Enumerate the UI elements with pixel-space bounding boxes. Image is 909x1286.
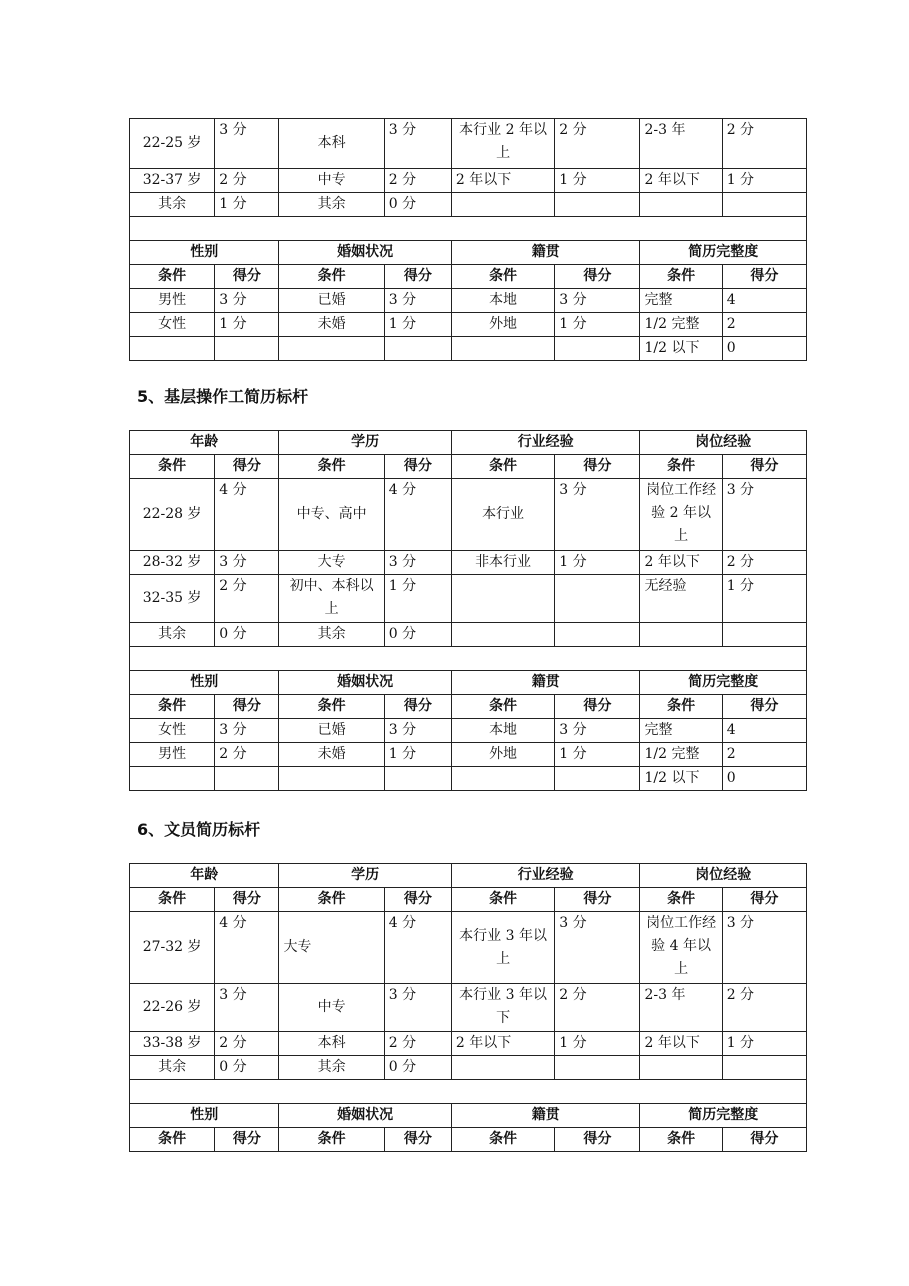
header-position-experience: 岗位经验	[640, 864, 807, 888]
table-row	[130, 1056, 807, 1080]
table-header-row	[130, 431, 807, 455]
cell	[279, 767, 384, 791]
cell: 本行业 3 年以下	[451, 984, 554, 1032]
table-row	[130, 1032, 807, 1056]
subheader-score: 得分	[384, 695, 451, 719]
cell: 1 分	[722, 169, 806, 193]
subheader-condition: 条件	[640, 1128, 722, 1152]
header-marital-status: 婚姻状况	[279, 241, 451, 265]
cell: 2 分	[722, 551, 806, 575]
header-position-experience: 岗位经验	[640, 431, 807, 455]
cell: 2 分	[384, 1032, 451, 1056]
cell: 0 分	[384, 193, 451, 217]
cell: 1 分	[215, 193, 279, 217]
cell: 1/2 以下	[640, 337, 722, 361]
table-subheader-row	[130, 695, 807, 719]
cell	[640, 193, 722, 217]
subheader-score: 得分	[555, 888, 640, 912]
cell: 2 分	[215, 169, 279, 193]
cell: 无经验	[640, 575, 722, 623]
cell: 岗位工作经验 2 年以上	[640, 479, 722, 551]
cell: 完整	[640, 719, 722, 743]
cell: 男性	[130, 289, 215, 313]
cell	[722, 193, 806, 217]
cell: 32-35 岁	[130, 575, 215, 623]
cell: 28-32 岁	[130, 551, 215, 575]
cell: 2 分	[555, 119, 640, 169]
table-row	[130, 575, 807, 623]
cell: 1 分	[722, 575, 806, 623]
cell: 2 分	[555, 984, 640, 1032]
subheader-score: 得分	[384, 888, 451, 912]
cell: 其余	[279, 193, 384, 217]
cell: 2 分	[215, 743, 279, 767]
cell: 3 分	[384, 984, 451, 1032]
subheader-condition: 条件	[279, 265, 384, 289]
cell: 已婚	[279, 289, 384, 313]
cell: 大专	[279, 912, 384, 984]
table-header-row	[130, 241, 807, 265]
cell: 其余	[130, 193, 215, 217]
cell: 2 年以下	[640, 169, 722, 193]
cell	[555, 193, 640, 217]
header-age: 年龄	[130, 431, 279, 455]
cell: 27-32 岁	[130, 912, 215, 984]
cell	[130, 337, 215, 361]
table-row	[130, 551, 807, 575]
cell	[130, 1080, 807, 1104]
cell	[451, 1056, 554, 1080]
cell: 女性	[130, 719, 215, 743]
cell: 其余	[279, 623, 384, 647]
cell: 3 分	[555, 719, 640, 743]
table-row	[130, 912, 807, 984]
subheader-condition: 条件	[130, 695, 215, 719]
header-resume-completeness: 简历完整度	[640, 241, 807, 265]
cell: 0 分	[215, 623, 279, 647]
separator-row	[130, 647, 807, 671]
table-row	[130, 743, 807, 767]
subheader-condition: 条件	[130, 888, 215, 912]
cell: 3 分	[215, 719, 279, 743]
subheader-score: 得分	[215, 265, 279, 289]
table-row	[130, 719, 807, 743]
cell: 完整	[640, 289, 722, 313]
cell: 1 分	[555, 551, 640, 575]
subheader-condition: 条件	[130, 1128, 215, 1152]
header-resume-completeness: 简历完整度	[640, 671, 807, 695]
header-hometown: 籍贯	[451, 1104, 640, 1128]
section-title: 6、文员简历标杆	[137, 820, 261, 839]
cell: 1 分	[555, 1032, 640, 1056]
table-header-row	[130, 1104, 807, 1128]
cell: 2	[722, 743, 806, 767]
cell	[451, 337, 554, 361]
table-section6	[129, 863, 807, 1152]
cell: 2 年以下	[451, 169, 554, 193]
cell	[384, 767, 451, 791]
cell: 本行业	[451, 479, 554, 551]
subheader-score: 得分	[384, 1128, 451, 1152]
subheader-score: 得分	[722, 695, 806, 719]
table-row	[130, 623, 807, 647]
cell: 4 分	[384, 479, 451, 551]
table-subheader-row	[130, 265, 807, 289]
table-row	[130, 119, 807, 169]
cell	[130, 217, 807, 241]
cell: 22-26 岁	[130, 984, 215, 1032]
cell: 中专、高中	[279, 479, 384, 551]
subheader-score: 得分	[215, 695, 279, 719]
cell: 3 分	[384, 551, 451, 575]
header-age: 年龄	[130, 864, 279, 888]
subheader-score: 得分	[555, 265, 640, 289]
cell: 其余	[279, 1056, 384, 1080]
cell: 3 分	[215, 984, 279, 1032]
table-subheader-row	[130, 888, 807, 912]
table-row	[130, 313, 807, 337]
subheader-score: 得分	[215, 1128, 279, 1152]
cell	[384, 337, 451, 361]
cell	[451, 575, 554, 623]
subheader-score: 得分	[384, 265, 451, 289]
cell	[555, 575, 640, 623]
section-title: 5、基层操作工简历标杆	[137, 387, 309, 406]
cell	[215, 337, 279, 361]
subheader-condition: 条件	[640, 265, 722, 289]
cell: 未婚	[279, 313, 384, 337]
cell	[555, 337, 640, 361]
cell: 2-3 年	[640, 119, 722, 169]
cell: 3 分	[555, 479, 640, 551]
cell	[555, 1056, 640, 1080]
cell	[640, 1056, 722, 1080]
cell: 4 分	[215, 479, 279, 551]
cell: 其余	[130, 623, 215, 647]
cell: 0 分	[215, 1056, 279, 1080]
cell	[451, 767, 554, 791]
table-subheader-row	[130, 1128, 807, 1152]
cell: 4	[722, 719, 806, 743]
subheader-condition: 条件	[279, 695, 384, 719]
header-resume-completeness: 简历完整度	[640, 1104, 807, 1128]
subheader-score: 得分	[722, 888, 806, 912]
table-section5	[129, 430, 807, 791]
cell	[279, 337, 384, 361]
table-row	[130, 193, 807, 217]
cell: 1/2 完整	[640, 743, 722, 767]
cell: 1 分	[722, 1032, 806, 1056]
subheader-score: 得分	[555, 1128, 640, 1152]
cell: 3 分	[215, 551, 279, 575]
subheader-condition: 条件	[130, 265, 215, 289]
cell: 本行业 2 年以上	[451, 119, 554, 169]
cell	[722, 623, 806, 647]
cell: 外地	[451, 743, 554, 767]
cell: 1 分	[384, 575, 451, 623]
cell: 2 分	[722, 984, 806, 1032]
table-row	[130, 984, 807, 1032]
cell: 2 年以下	[640, 551, 722, 575]
separator-row	[130, 217, 807, 241]
cell	[640, 623, 722, 647]
subheader-score: 得分	[722, 455, 806, 479]
cell: 1 分	[555, 169, 640, 193]
header-industry-experience: 行业经验	[451, 864, 640, 888]
table-row	[130, 767, 807, 791]
header-industry-experience: 行业经验	[451, 431, 640, 455]
header-gender: 性别	[130, 671, 279, 695]
subheader-condition: 条件	[640, 455, 722, 479]
cell: 2 分	[722, 119, 806, 169]
subheader-score: 得分	[722, 1128, 806, 1152]
subheader-condition: 条件	[130, 455, 215, 479]
subheader-condition: 条件	[640, 695, 722, 719]
cell: 4	[722, 289, 806, 313]
table-header-row	[130, 864, 807, 888]
subheader-condition: 条件	[640, 888, 722, 912]
cell: 0 分	[384, 1056, 451, 1080]
separator-row	[130, 1080, 807, 1104]
subheader-score: 得分	[722, 265, 806, 289]
cell: 1 分	[384, 743, 451, 767]
cell: 22-25 岁	[130, 119, 215, 169]
cell: 本科	[279, 119, 384, 169]
cell: 男性	[130, 743, 215, 767]
cell: 4 分	[215, 912, 279, 984]
cell: 1 分	[555, 743, 640, 767]
table-row	[130, 289, 807, 313]
header-hometown: 籍贯	[451, 671, 640, 695]
header-education: 学历	[279, 864, 451, 888]
table-section4	[129, 118, 807, 361]
header-marital-status: 婚姻状况	[279, 1104, 451, 1128]
cell: 本科	[279, 1032, 384, 1056]
cell: 33-38 岁	[130, 1032, 215, 1056]
cell: 本地	[451, 289, 554, 313]
cell	[451, 623, 554, 647]
cell: 初中、本科以上	[279, 575, 384, 623]
cell: 2 分	[384, 169, 451, 193]
cell: 3 分	[384, 719, 451, 743]
subheader-score: 得分	[384, 455, 451, 479]
cell: 4 分	[384, 912, 451, 984]
cell: 外地	[451, 313, 554, 337]
table-row	[130, 337, 807, 361]
cell: 0	[722, 767, 806, 791]
header-marital-status: 婚姻状况	[279, 671, 451, 695]
cell: 32-37 岁	[130, 169, 215, 193]
cell: 大专	[279, 551, 384, 575]
cell: 3 分	[384, 119, 451, 169]
cell	[555, 623, 640, 647]
cell: 3 分	[722, 479, 806, 551]
subheader-score: 得分	[215, 888, 279, 912]
cell: 其余	[130, 1056, 215, 1080]
cell: 1/2 以下	[640, 767, 722, 791]
cell: 1 分	[555, 313, 640, 337]
cell: 岗位工作经验 4 年以上	[640, 912, 722, 984]
cell: 2 年以下	[640, 1032, 722, 1056]
cell: 3 分	[215, 289, 279, 313]
cell: 3 分	[384, 289, 451, 313]
cell: 2-3 年	[640, 984, 722, 1032]
subheader-condition: 条件	[451, 888, 554, 912]
cell	[451, 193, 554, 217]
header-education: 学历	[279, 431, 451, 455]
table-subheader-row	[130, 455, 807, 479]
header-gender: 性别	[130, 1104, 279, 1128]
cell: 女性	[130, 313, 215, 337]
cell: 3 分	[555, 912, 640, 984]
cell: 3 分	[722, 912, 806, 984]
subheader-condition: 条件	[451, 1128, 554, 1152]
subheader-condition: 条件	[451, 265, 554, 289]
subheader-condition: 条件	[279, 455, 384, 479]
subheader-condition: 条件	[451, 455, 554, 479]
subheader-score: 得分	[215, 455, 279, 479]
cell: 2 分	[215, 1032, 279, 1056]
cell: 3 分	[215, 119, 279, 169]
cell: 1 分	[384, 313, 451, 337]
subheader-condition: 条件	[279, 1128, 384, 1152]
table-row	[130, 479, 807, 551]
subheader-condition: 条件	[279, 888, 384, 912]
cell: 中专	[279, 169, 384, 193]
cell: 本行业 3 年以上	[451, 912, 554, 984]
cell	[130, 767, 215, 791]
header-hometown: 籍贯	[451, 241, 640, 265]
cell: 0	[722, 337, 806, 361]
table-header-row	[130, 671, 807, 695]
cell	[130, 647, 807, 671]
cell: 2 分	[215, 575, 279, 623]
cell: 已婚	[279, 719, 384, 743]
subheader-score: 得分	[555, 695, 640, 719]
cell: 3 分	[555, 289, 640, 313]
cell: 未婚	[279, 743, 384, 767]
header-gender: 性别	[130, 241, 279, 265]
subheader-condition: 条件	[451, 695, 554, 719]
cell: 22-28 岁	[130, 479, 215, 551]
cell	[722, 1056, 806, 1080]
subheader-score: 得分	[555, 455, 640, 479]
cell: 2 年以下	[451, 1032, 554, 1056]
cell: 非本行业	[451, 551, 554, 575]
cell	[215, 767, 279, 791]
cell: 2	[722, 313, 806, 337]
cell	[555, 767, 640, 791]
cell: 本地	[451, 719, 554, 743]
cell: 1 分	[215, 313, 279, 337]
cell: 0 分	[384, 623, 451, 647]
cell: 中专	[279, 984, 384, 1032]
cell: 1/2 完整	[640, 313, 722, 337]
table-row	[130, 169, 807, 193]
